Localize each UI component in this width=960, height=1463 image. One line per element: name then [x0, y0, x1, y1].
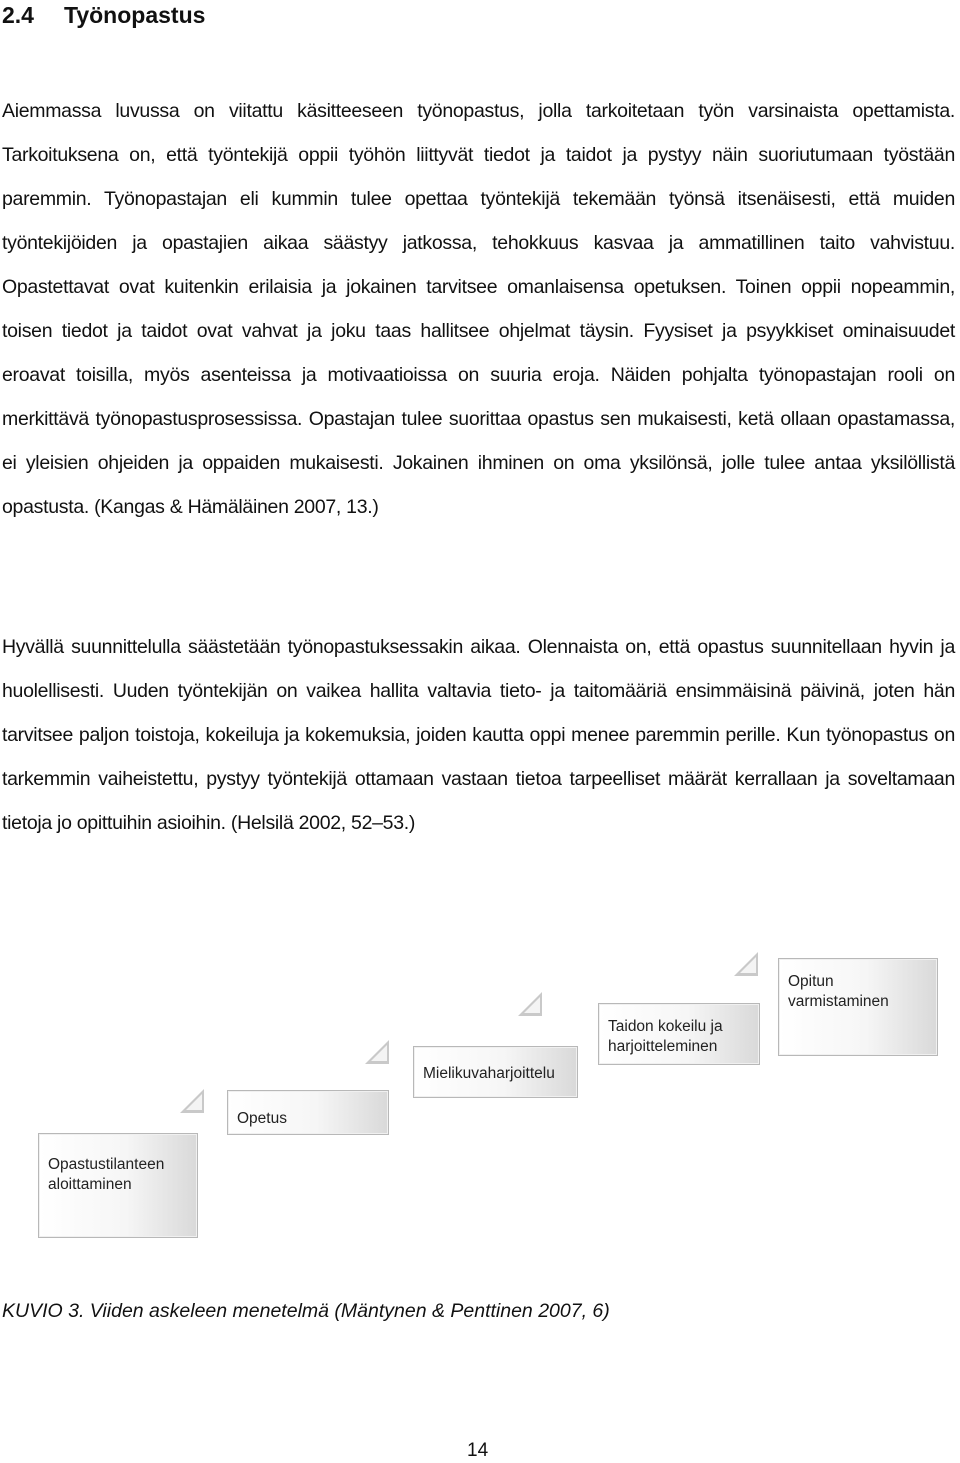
- step-5-arrow-icon: [734, 952, 758, 976]
- body-paragraph-2: Hyvällä suunnittelulla säästetään työnopastuksessakin aikaa. Olennaista on, että opastus suunnitellaan hyvin ja huolellisesti. Uuden työntekijän on vaikea hallita valtavia tieto- ja taitomääriä ensimmäisinä päivinä, joten hän tarvitsee paljon toistoja, kokeiluja ja kokemuksia, joiden kautta oppi menee paremmin perille. Kun työnopastus on tarkemmin vaiheistettu, pystyy työntekijä ottamaan vastaan tietoa tarpeelliset määrät kerrallaan ja soveltamaan tietoja jo opittuihin asioihin. (Helsilä 2002, 52–53.): [2, 636, 955, 834]
- section-title: Työnopastus: [64, 2, 206, 28]
- diagram-step-4: [598, 1003, 758, 1063]
- step-3-label: Mielikuvaharjoittelu: [423, 1065, 555, 1082]
- section-number: 2.4: [2, 2, 34, 28]
- step-2-label: Opetus: [237, 1110, 287, 1127]
- body-paragraph-1: Aiemmassa luvussa on viitattu käsitteeseen työnopastus, jolla tarkoitetaan työn varsinaista opettamista. Tarkoituksena on, että työntekijä oppii työhön liittyvät tiedot ja taidot ja pystyy näin suoriutumaan työstään paremmin. Työnopastajan eli kummin tulee opettaa työntekijä tekemään työnsä itsenäisesti, että muiden työntekijöiden ja opastajien aikaa säästyy jatkossa, tehokkuus kasvaa ja ammatillinen taito vahvistuu. Opastettavat ovat kuitenkin erilaisia ja jokainen tarvitsee omanlaisensa opetuksen. Toinen oppii nopeammin, toisen tiedot ja taidot ovat vahvat ja joku taas hallitsee ohjelmat täysin. Fyysiset ja psyykkiset ominaisuudet eroavat toisilla, myös asenteissa ja motivaatioissa on suuria eroja. Näiden pohjalta työnopastajan rooli on merkittävä työnopastusprosessissa. Opastajan tulee suorittaa opastus sen mukaisesti, ketä ollaan opastamassa, ei yleisien ohjeiden ja oppaiden mukaisesti. Jokainen ihminen on oma yksilönsä, jolle tulee antaa yksilöllistä opastusta. (Kangas & Hämäläinen 2007, 13.): [2, 100, 955, 518]
- step-4-label: Taidon kokeilu ja harjoitteleminen: [608, 1018, 723, 1055]
- diagram-step-3: [413, 1046, 576, 1096]
- diagram-step-1: [38, 1133, 196, 1236]
- step-1-label: Opastustilanteen aloittaminen: [48, 1156, 165, 1193]
- diagram-step-2: [227, 1090, 387, 1133]
- step-2-arrow-icon: [180, 1089, 204, 1113]
- diagram-step-5: [778, 958, 936, 1054]
- page-number: 14: [467, 1440, 489, 1461]
- figure-caption: KUVIO 3. Viiden askeleen menetelmä (Mäntynen & Penttinen 2007, 6): [2, 1300, 610, 1322]
- step-5-label: Opitun varmistaminen: [788, 973, 889, 1010]
- step-3-arrow-icon: [365, 1040, 389, 1064]
- section-heading: [2, 0, 205, 30]
- step-4-arrow-icon: [518, 992, 542, 1016]
